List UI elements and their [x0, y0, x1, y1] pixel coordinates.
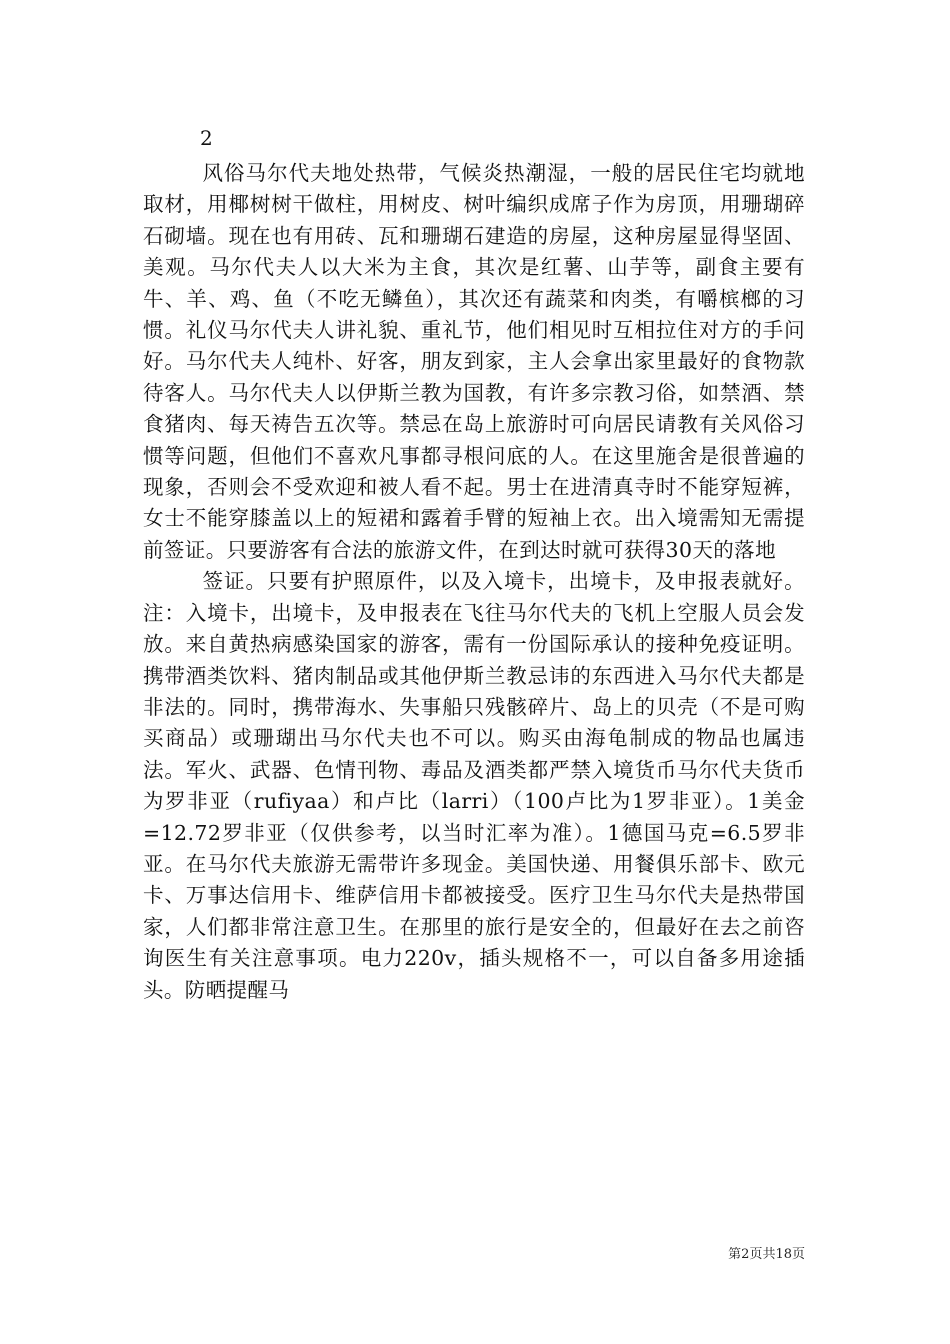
- paragraph-customs: 风俗马尔代夫地处热带，气候炎热潮湿，一般的居民住宅均就地取材，用椰树树干做柱，用树皮、树叶编织成席子作为房顶，用珊瑚碎石砌墙。现在也有用砖、瓦和珊瑚石建造的房屋，这种房屋显得坚固、美观。马尔代夫人以大米为主食，其次是红薯、山芋等，副食主要有牛、羊、鸡、鱼（不吃无鳞鱼），其次还有蔬菜和肉类，有嚼槟榔的习惯。礼仪马尔代夫人讲礼貌、重礼节，他们相见时互相拉住对方的手问好。马尔代夫人纯朴、好客，朋友到家，主人会拿出家里最好的食物款待客人。马尔代夫人以伊斯兰教为国教，有许多宗教习俗，如禁酒、禁食猪肉、每天祷告五次等。禁忌在岛上旅游时可向居民请教有关风俗习惯等问题，但他们不喜欢凡事都寻根问底的人。在这里施舍是很普遍的现象，否则会不受欢迎和被人看不起。男士在进清真寺时不能穿短裤，女士不能穿膝盖以上的短裙和露着手臂的短袖上衣。出入境需知无需提前签证。只要游客有合法的旅游文件，在到达时就可获得30天的落地: [143, 161, 805, 562]
- page-number-top: 2: [200, 126, 213, 150]
- paragraph-visa: 签证。只要有护照原件，以及入境卡，出境卡，及申报表就好。注：入境卡，出境卡，及申报表在飞往马尔代夫的飞机上空服人员会发放。来自黄热病感染国家的游客，需有一份国际承认的接种免疫证明。携带酒类饮料、猪肉制品或其他伊斯兰教忌讳的东西进入马尔代夫都是非法的。同时，携带海水、失事船只残骸碎片、岛上的贝壳（不是可购买商品）或珊瑚出马尔代夫也不可以。购买由海龟制成的物品也属违法。军火、武器、色情刊物、毒品及酒类都严禁入境货币马尔代夫货币为罗非亚（rufiyaa）和卢比（larri）（100卢比为1罗非亚）。1美金=12.72罗非亚（仅供参考，以当时汇率为准）。1德国马克=6.5罗非亚。在马尔代夫旅游无需带许多现金。美国快递、用餐俱乐部卡、欧元卡、万事达信用卡、维萨信用卡都被接受。医疗卫生马尔代夫是热带国家，人们都非常注意卫生。在那里的旅行是安全的，但最好在去之前咨询医生有关注意事项。电力220v，插头规格不一，可以自备多用途插头。防晒提醒马: [143, 569, 805, 1002]
- page-footer: 第2页共18页: [728, 1247, 805, 1262]
- body-text: [143, 158, 805, 1006]
